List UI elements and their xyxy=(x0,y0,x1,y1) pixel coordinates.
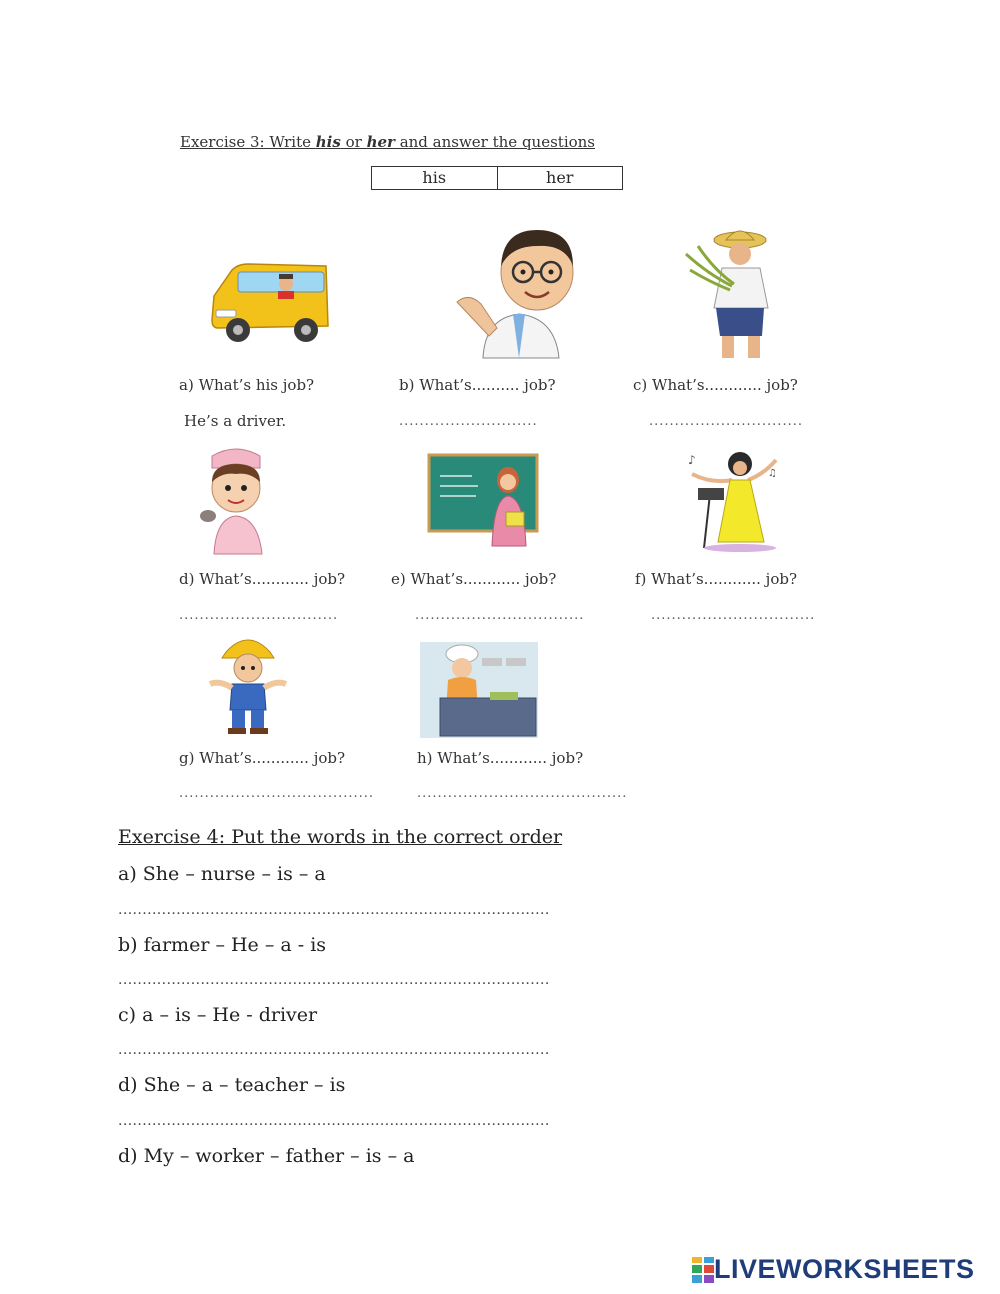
question-h: h) What’s............ job? xyxy=(417,749,584,767)
answer-d-line[interactable]: ............................... xyxy=(179,608,339,623)
nurse-icon xyxy=(198,446,272,554)
exercise-4-item-a: a) She – nurse – is – a xyxy=(118,863,326,885)
exercise-3-title: Exercise 3: Write his or her and answer the questions xyxy=(180,133,596,151)
word-box-his: his xyxy=(422,168,447,187)
word-his: his xyxy=(315,133,341,151)
word-box-her: her xyxy=(497,167,623,189)
answer-f-line[interactable]: ................................ xyxy=(651,608,816,623)
question-b: b) What’s.......... job? xyxy=(399,376,556,394)
farmer-icon xyxy=(684,224,788,366)
liveworksheets-logo-icon xyxy=(692,1257,714,1283)
exercise-4-answer-d[interactable]: ......................................................................................... xyxy=(118,1113,550,1129)
word-her: her xyxy=(366,133,395,151)
exercise-4-item-c: c) a – is – He - driver xyxy=(118,1004,318,1026)
question-c: c) What’s............ job? xyxy=(633,376,798,394)
exercise-4-item-b: b) farmer – He – a - is xyxy=(118,934,327,956)
exercise-4-item-e: d) My – worker – father – is – a xyxy=(118,1145,415,1167)
answer-h-line[interactable]: ......................................... xyxy=(417,786,628,801)
answer-e-line[interactable]: ................................. xyxy=(415,608,585,623)
exercise-4-answer-a[interactable]: ......................................................................................... xyxy=(118,902,550,918)
singer-icon xyxy=(684,450,776,554)
teacher-icon xyxy=(428,454,538,546)
exercise-4-answer-b[interactable]: ......................................................................................... xyxy=(118,972,550,988)
exercise-4-answer-c[interactable]: ......................................................................................... xyxy=(118,1042,550,1058)
cook-icon xyxy=(420,642,538,738)
answer-c-line[interactable]: .............................. xyxy=(649,414,803,429)
svg-text:♫: ♫ xyxy=(768,468,777,479)
question-d: d) What’s............ job? xyxy=(179,570,346,588)
answer-a: He’s a driver. xyxy=(184,412,287,430)
word-box xyxy=(371,166,623,190)
answer-g-line[interactable]: ...................................... xyxy=(179,786,375,801)
answer-b-line[interactable]: ........................... xyxy=(399,414,538,429)
question-g: g) What’s............ job? xyxy=(179,749,346,767)
question-a: a) What’s his job? xyxy=(179,376,315,394)
exercise-4-title: Exercise 4: Put the words in the correct order xyxy=(118,826,563,848)
exercise-4-item-d: d) She – a – teacher – is xyxy=(118,1074,346,1096)
question-f: f) What’s............ job? xyxy=(635,570,797,588)
doctor-icon xyxy=(455,222,580,360)
bus-driver-icon xyxy=(208,262,330,348)
liveworksheets-logo-text: LIVEWORKSHEETS xyxy=(714,1254,975,1284)
svg-text:♪: ♪ xyxy=(688,453,696,467)
question-e: e) What’s............ job? xyxy=(391,570,557,588)
liveworksheets-logo[interactable] xyxy=(692,1254,975,1285)
worker-icon xyxy=(206,632,292,736)
